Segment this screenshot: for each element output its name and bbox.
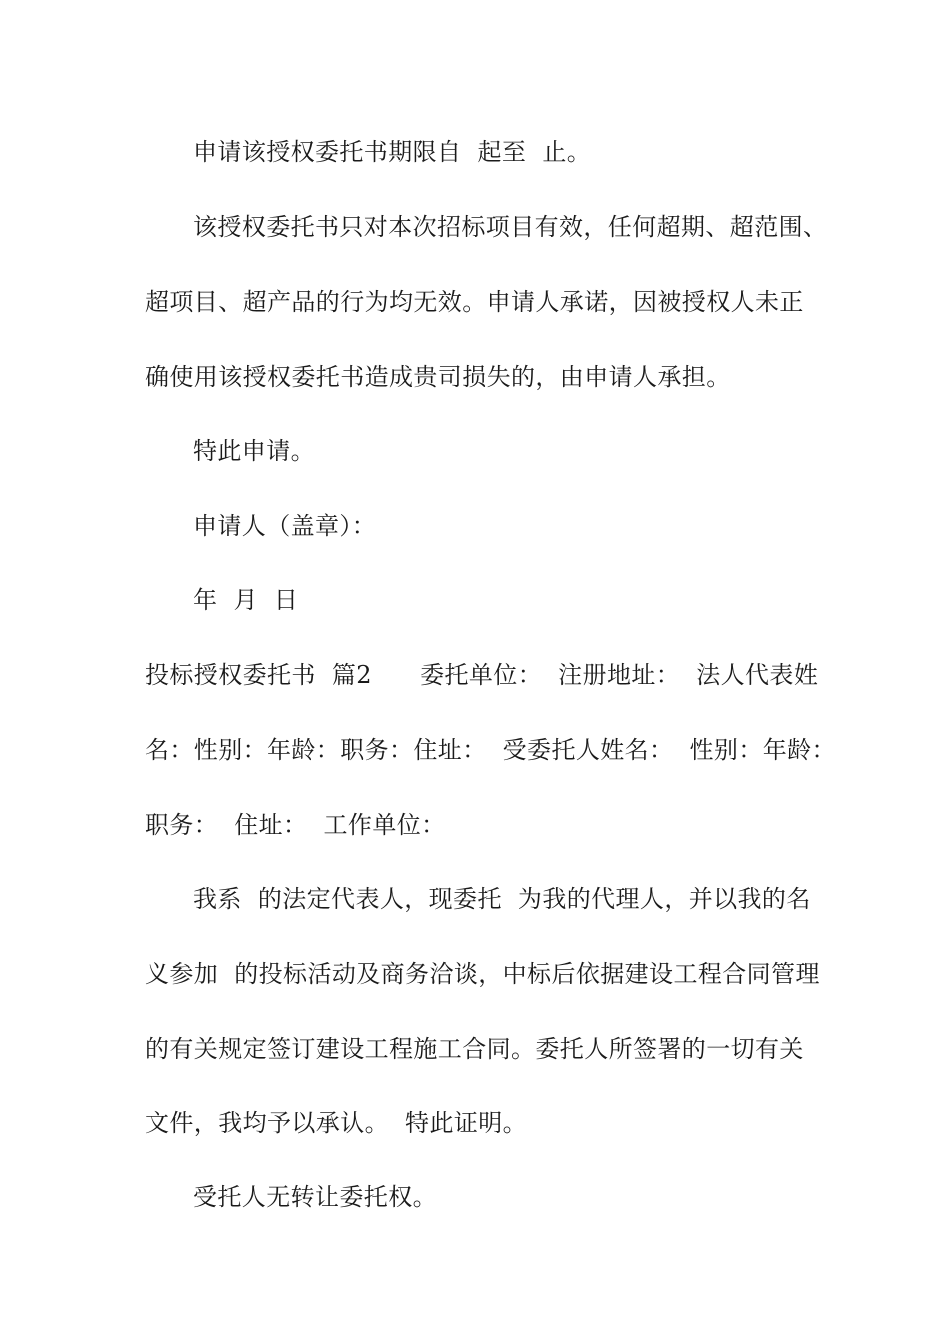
fields-line-1: 名：性别：年龄：职务：住址： 受委托人姓名： 性别：年龄： — [145, 736, 836, 764]
paragraph-scope-line-1: 该授权委托书只对本次招标项目有效，任何超期、超范围、 — [193, 213, 828, 241]
applicant-seal-line: 申请人（盖章）： — [193, 512, 377, 540]
paragraph-delegation-line-1: 我系 的法定代表人，现委托 为我的代理人，并以我的名 — [193, 885, 811, 913]
paragraph-no-transfer: 受托人无转让委托权。 — [193, 1183, 437, 1211]
paragraph-hereby-apply: 特此申请。 — [193, 437, 315, 465]
paragraph-delegation-line-4: 文件，我均予以承认。 特此证明。 — [145, 1109, 528, 1137]
fields-line-2: 职务： 住址： 工作单位： — [145, 811, 446, 839]
date-line: 年 月 日 — [193, 586, 299, 614]
paragraph-scope-line-3: 确使用该授权委托书造成贵司损失的，由申请人承担。 — [145, 363, 731, 391]
paragraph-delegation-line-3: 的有关规定签订建设工程施工合同。委托人所签署的一切有关 — [145, 1035, 804, 1063]
paragraph-scope-line-2: 超项目、超产品的行为均无效。申请人承诺，因被授权人未正 — [145, 288, 804, 316]
section-heading-line: 投标授权委托书 篇2 委托单位： 注册地址： 法人代表姓 — [145, 661, 819, 689]
paragraph-validity-period: 申请该授权委托书期限自 起至 止。 — [193, 138, 592, 166]
paragraph-delegation-line-2: 义参加 的投标活动及商务洽谈，中标后依据建设工程合同管理 — [145, 960, 820, 988]
